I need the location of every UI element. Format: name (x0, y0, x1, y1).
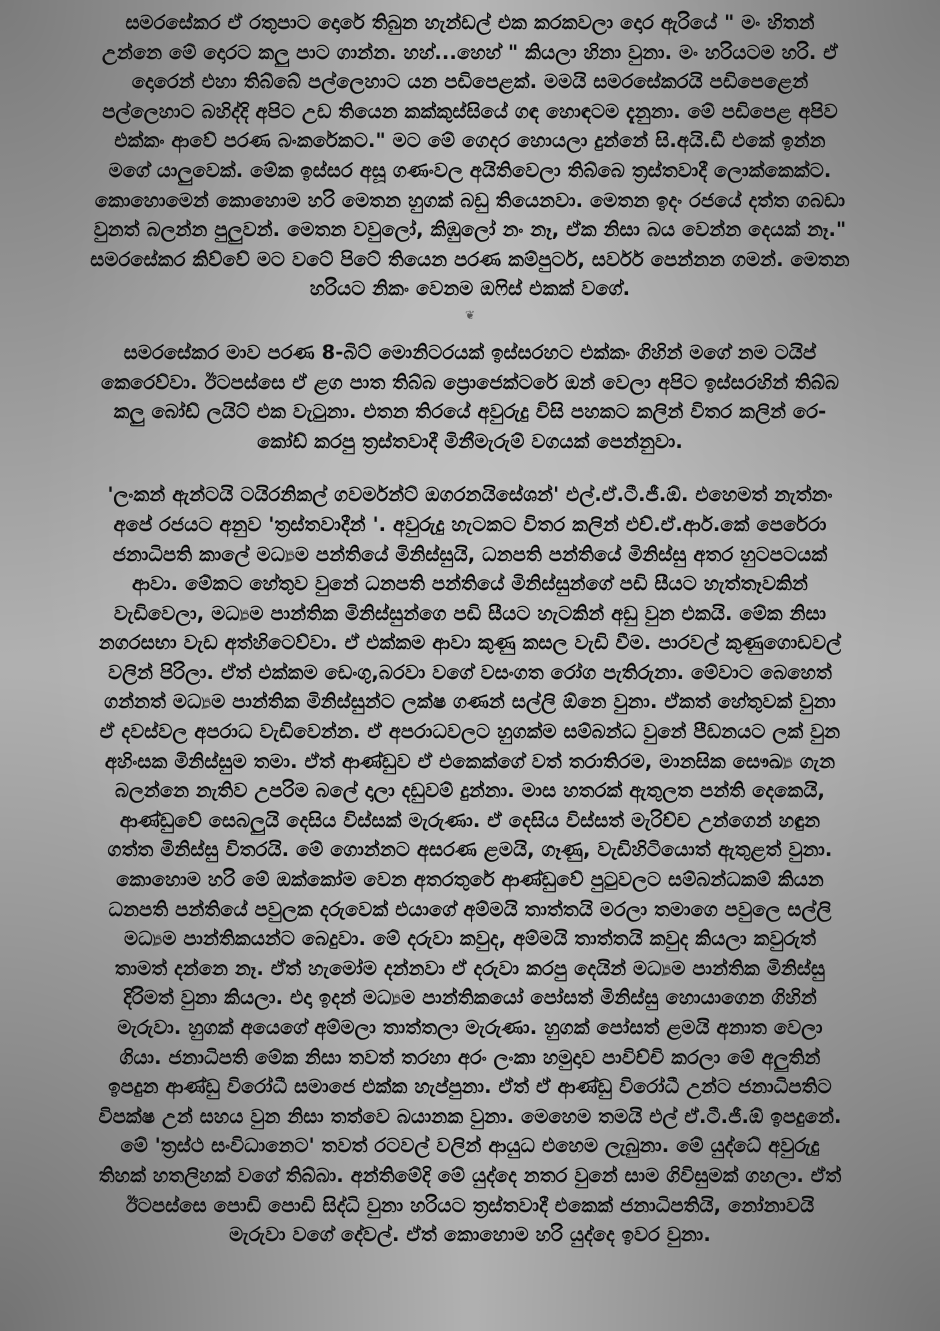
text-line: අපේ රජයට අනුව 'ත්‍රස්තවාදීන් '. අවුරුදු හැටකට විතර කලින් එච්.ඒ.ආර්.කේ පෙරේරා (113, 512, 827, 536)
text-line: තාමත් දන්නෙ නෑ. ඒත් හැමෝම දන්නවා ඒ දරුවා කරපු දෙයින් මධ්‍යම පාන්තික මිනිස්සු (114, 956, 826, 980)
text-line: ඊටපස්සෙ පොඩි පොඩි සිද්ධි වුනා හරියට ත්‍රස්තවාදී එකෙක් ජනාධිපතියි, නෝනාවයි (125, 1193, 815, 1217)
text-line: වැඩිවෙලා, මධ්‍යම පාන්තික මිනිස්සුන්ගෙ පඩි සීයට හැටකින් අඩු වුන එකයි. මේක නිසා (113, 601, 827, 625)
text-line: වුනත් බලන්න පුලුවන්. මෙතන වවුලෝ, කිඹුලෝ නං නෑ, ඒක නිසා බය වෙන්න දෙයක් නෑ." (93, 218, 847, 242)
paragraph-2 (24, 338, 916, 456)
text-line: සමරසේකර මාව පරණ 8-බිට් මොනිටරයක් ඉස්සරහට එක්කං ගිහින් මගේ නම ටයිප් (123, 340, 817, 364)
paragraph-3 (24, 480, 916, 1249)
text-line: කෝඩ් කරපු ත්‍රස්තවාදී මිනීමැරුම් වගයක් පෙන්නුවා. (257, 429, 683, 453)
text-line: ආවා. මේකට හේතුව වුනේ ධනපති පන්තියේ මිනිස්සුන්ගේ පඩි සීයට හැත්තෑවකින් (132, 572, 808, 596)
text-line: වලින් පිරිලා. ඒත් එක්කම ඩෙංගු,බරවා වගේ වසංගත රෝග පැතිරුනා. මේවාට බෙහෙත් (108, 660, 832, 684)
text-line: ගියා. ජනාධිපති මේක නිසා තවත් තරහා අරං ලංකා හමුදාව පාවිච්චි කරලා මේ අලුතින් (119, 1045, 821, 1069)
text-line: මධ්‍යම පාන්තිකයන්ට බෙදුවා. මේ දරුවා කවුද, අම්මයි තාත්තයි කවුද කියලා කවුරුත් (123, 927, 817, 951)
section-divider-ornament: ❦ (464, 307, 476, 322)
text-line: මගේ යාලුවෙක්. මේක ඉස්සර අසූ ගණංවල අයිතිවෙලා තිබ්බෙ ත්‍රස්තවාදී ලොක්කෙක්ට. (108, 158, 832, 182)
text-line: දිරිමත් වුනා කියලා. එදා ඉදන් මධ්‍යම පාන්තිකයෝ පෝසත් මිනිස්සු හොයාගෙන ගිහින් (123, 986, 817, 1010)
text-line: 'ලංකන් ඇන්ටයි ටයිරනිකල් ගවර්මන්ට් ඔගරනයිසේශන්' එල්.ඒ.ටී.ජී.ඕ. එහෙමත් නැත්නං (107, 483, 833, 507)
text-line: උන්නෙ මේ දොරට කලු පාට ගාන්න. හහ්...හෙහ් " කියලා හිනා වුනා. මං හරියටම හරි. ඒ (102, 40, 838, 64)
paragraph-1 (24, 8, 916, 304)
text-line: එක්කං ආවේ පරණ බංකරේකට." මට මේ ගෙදර හොයලා දුන්නේ සි.අයි.ඩී එකේ ඉන්න (114, 129, 826, 153)
text-line: නගරසභා වැඩ අත්හිටෙව්වා. ඒ එක්කම ආවා කුණු කසල වැඩි වීම. පාරවල් කුණුගොඩවල් (98, 631, 842, 655)
text-line: ජනාධිපති කාලේ මධ්‍යම පන්තියේ මිනිස්සුයි, ධනපති පන්තියේ මිනිස්සු අතර හුටපටයක් (112, 542, 828, 566)
text-line: කෙරෙව්වා. ඊටපස්සෙ ඒ ළග පාත තිබ්බ ප්‍රොජෙක්ටරේ ඔන් වෙලා අපිට ඉස්සරහින් තිබ්බ (100, 370, 840, 394)
text-line: අහිංසක මිනිස්සුම තමා. ඒත් ආණ්ඩුව ඒ එකෙක්ගේ වත් තරාතිරම, මානසික සෞඛ්‍ය ගැන (104, 749, 836, 773)
text-line: කොහොමෙන් කොහොම හරි මෙතන හුගක් බඩු තියෙනවා. මෙතන ඉදං රජයේ දත්ත ගබඩා (94, 188, 846, 212)
text-line: දොරෙන් එහා තිබ්බේ පල්ලෙහාට යන පඩිපෙළක්. මමයි සමරසේකරයි පඩිපෙළෙන් (131, 70, 809, 94)
text-line: ගන්නත් මධ්‍යම පාන්තික මිනිස්සුන්ට ලක්ෂ ගණන් සල්ලි ඕනෙ වුනා. ඒකත් හේතුවක් වුනා (104, 690, 836, 714)
text-line: තිහක් හතලිහක් වගේ තිබ්බා. අන්තිමේදි මේ යුද්දෙ නතර වුනේ සාම ගිවිසුමක් ගහලා. ඒත් (98, 1163, 842, 1187)
text-line: මැරුවා. හුගක් අයෙගේ අම්මලා තාත්තලා මැරුණා. හුගක් පෝසත් ළමයි අනාත වෙලා (117, 1016, 823, 1039)
text-line: කොහොම හරි මේ ඔක්කෝම වෙන අතරතුරේ ආණ්ඩුවේ පුටුවලට සම්බන්ධකම් කියන (116, 868, 824, 892)
text-line: මේ 'ත්‍රස්ථ සංවිධානෙට' තවත් රටවල් වලින් ආයුධ එහෙම ලැබුනා. මේ යුද්ධේ අවුරුදු (120, 1134, 820, 1158)
text-line: කලු බෝඩ් ලයිට් එක වැටුනා. එතන තිරයේ අවුරුදු විසි පහකට කලින් විතර කලින් රෙ- (113, 400, 827, 424)
text-line: පල්ලෙහාට බහිද්දි අපිට උඩ තියෙන කක්කුස්සියේ ගඳ හොඳටම දැනුනා. මේ පඩිපෙළ අපිව (102, 99, 838, 123)
text-line: මැරුවා වගේ දේවල්. ඒත් කොහොම හරි යුද්දෙ ඉවර වුනා. (229, 1223, 711, 1247)
text-line: ආණ්ඩුවේ සෙබලුයි දෙසිය විස්සක් මැරුණා. ඒ දෙසිය විස්සත් මැරිච්ච උන්ගෙන් හඳුන (119, 808, 821, 832)
text-line: ධනපති පන්තියේ පවුලක දරුවෙක් එයාගේ අම්මයි තාත්තයි මරලා තමාගෙ පවුලෙ සල්ලි (108, 897, 832, 921)
text-line: ඉපදුන ආණ්ඩු විරෝධී සමාජෙ එක්ක හැප්පුනා. ඒත් ඒ ආණ්ඩු විරෝධී උන්ට ජනාධිපතිට (108, 1075, 832, 1099)
text-line: ඒ දවස්වල අපරාධ වැඩිවෙන්න. ඒ අපරාධවලට හුගක්ම සම්බන්ධ වුනේ පීඩනයට ලක් වුන (99, 720, 841, 744)
text-line: ගත්ත මිනිස්සු විතරයි. මේ ගොන්නට අසරණ ළමයි, ගෑණු, වැඩිහිටියොත් ඇතුළත් වුනා. (107, 838, 833, 862)
text-line: සමරසේකර කිව්වේ මට වටේ පිටේ තියෙන පරණ කම්පුටර්, සර්වර් පෙන්නන ගමන්. මෙතන (90, 247, 850, 271)
text-line: බලන්නෙ නැතිව උපරිම බලේ දාලා දඩුවම් දුන්නා. මාස හතරක් ඇතුලත පන්ති දෙකෙයි, (115, 779, 825, 803)
text-line: විපක්ෂ උන් සහය වුන නිසා තත්වෙ බයානක වුනා. මෙහෙම තමයි එල් ඒ.ටී.ජී.ඕ ඉපදුනේ. (98, 1104, 842, 1128)
text-line: සමරසේකර ඒ රතුපාට දොරේ තිබුන හැන්ඩල් එක කරකවලා දොර ඇරියේ " මං හිතන් (125, 11, 815, 34)
text-line: හරියට නිකං වෙනම ඔෆිස් එකක් වගේ. (309, 277, 631, 301)
